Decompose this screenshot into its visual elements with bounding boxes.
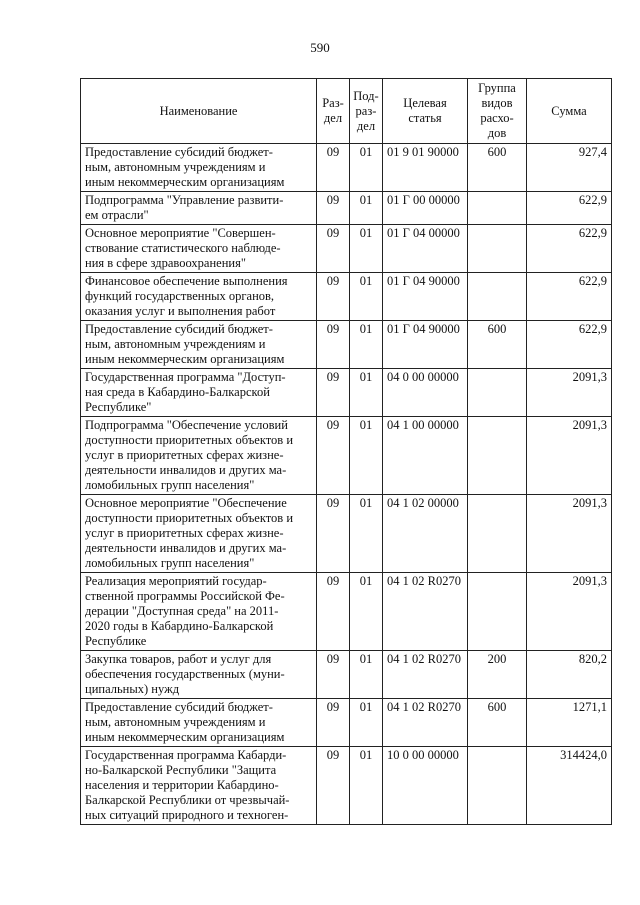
cell-article: 04 0 00 00000 [383,369,468,417]
cell-section: 09 [317,747,350,825]
cell-subsection: 01 [350,321,383,369]
cell-name [81,369,317,417]
cell-section: 09 [317,144,350,192]
cell-article: 01 Г 04 00000 [383,225,468,273]
cell-article: 01 Г 04 90000 [383,321,468,369]
cell-name [81,192,317,225]
cell-section: 09 [317,225,350,273]
cell-subsection: 01 [350,699,383,747]
cell-group [468,495,527,573]
cell-name-line: ципальных) нужд [85,682,180,696]
table-header [81,79,612,144]
cell-name-line: ным, автономным учреждениям и [85,337,266,351]
table-row [81,225,612,273]
header-group: Группа видов расхо- дов [468,79,527,144]
cell-amount: 2091,3 [527,369,612,417]
cell-name-line: Государственная программа "Доступ- [85,370,286,384]
table-row [81,273,612,321]
cell-amount: 2091,3 [527,417,612,495]
cell-name-line: Республике [85,634,147,648]
cell-section: 09 [317,192,350,225]
cell-subsection: 01 [350,369,383,417]
cell-name-line: доступности приоритетных объектов и [85,511,294,525]
cell-amount: 820,2 [527,651,612,699]
cell-amount: 622,9 [527,192,612,225]
cell-name-line: ния в сфере здравоохранения" [85,256,246,270]
cell-section: 09 [317,273,350,321]
cell-article: 04 1 02 R0270 [383,699,468,747]
cell-name-line: иным некоммерческим организациям [85,730,285,744]
cell-group [468,273,527,321]
cell-name-line: Финансовое обеспечение выполнения [85,274,288,288]
table-row [81,495,612,573]
cell-subsection: 01 [350,144,383,192]
table-row [81,573,612,651]
cell-name-line: Республике" [85,400,152,414]
cell-name-line: Балкарской Республики от чрезвычай- [85,793,290,807]
table-body [81,144,612,825]
cell-name-line: оказания услуг и выполнения работ [85,304,276,318]
cell-name-line: услуг в приоритетных сферах жизне- [85,526,284,540]
cell-amount: 1271,1 [527,699,612,747]
table-row [81,747,612,825]
header-amount: Сумма [527,79,612,144]
cell-name-line: деятельности инвалидов и других ма- [85,541,287,555]
cell-name [81,495,317,573]
cell-article: 10 0 00 00000 [383,747,468,825]
budget-table [80,78,612,825]
cell-name-line: функций государственных органов, [85,289,275,303]
cell-name-line: ломобильных групп населения" [85,478,255,492]
table-row [81,192,612,225]
cell-name-line: иным некоммерческим организациям [85,175,285,189]
cell-name-line: ломобильных групп населения" [85,556,255,570]
cell-name [81,273,317,321]
cell-name-line: ным, автономным учреждениям и [85,160,266,174]
cell-group: 200 [468,651,527,699]
cell-section: 09 [317,573,350,651]
cell-section: 09 [317,699,350,747]
cell-amount: 622,9 [527,321,612,369]
cell-amount: 2091,3 [527,573,612,651]
cell-name [81,699,317,747]
table-row [81,369,612,417]
cell-name-line: ем отрасли" [85,208,149,222]
header-name: Наименование [81,79,317,144]
cell-name-line: Подпрограмма "Управление развити- [85,193,284,207]
cell-group [468,369,527,417]
cell-name-line: 2020 годы в Кабардино-Балкарской [85,619,274,633]
cell-name [81,747,317,825]
cell-name-line: ным, автономным учреждениям и [85,715,266,729]
cell-group [468,747,527,825]
cell-name-line: доступности приоритетных объектов и [85,433,294,447]
cell-subsection: 01 [350,225,383,273]
cell-name-line: Основное мероприятие "Обеспечение [85,496,287,510]
cell-amount: 622,9 [527,225,612,273]
cell-name-line: Реализация мероприятий государ- [85,574,267,588]
cell-amount: 927,4 [527,144,612,192]
cell-name-line: услуг в приоритетных сферах жизне- [85,448,284,462]
cell-section: 09 [317,321,350,369]
table-row [81,699,612,747]
cell-amount: 622,9 [527,273,612,321]
cell-article: 04 1 02 R0270 [383,651,468,699]
cell-name-line: Подпрограмма "Обеспечение условий [85,418,288,432]
cell-section: 09 [317,651,350,699]
cell-group [468,573,527,651]
cell-name-line: Предоставление субсидий бюджет- [85,322,273,336]
cell-name-line: населения и территории Кабардино- [85,778,279,792]
cell-name [81,225,317,273]
table-row [81,144,612,192]
cell-name-line: но-Балкарской Республики "Защита [85,763,277,777]
cell-subsection: 01 [350,417,383,495]
cell-group [468,192,527,225]
cell-name-line: ных ситуаций природного и техноген- [85,808,289,822]
cell-amount: 314424,0 [527,747,612,825]
cell-name-line: дерации "Доступная среда" на 2011- [85,604,279,618]
cell-article: 04 1 02 00000 [383,495,468,573]
header-section: Раз- дел [317,79,350,144]
cell-subsection: 01 [350,192,383,225]
cell-section: 09 [317,417,350,495]
header-article: Целевая статья [383,79,468,144]
cell-name-line: деятельности инвалидов и других ма- [85,463,287,477]
cell-section: 09 [317,495,350,573]
cell-article: 01 Г 04 90000 [383,273,468,321]
cell-article: 01 9 01 90000 [383,144,468,192]
cell-group [468,225,527,273]
cell-name-line: Предоставление субсидий бюджет- [85,145,273,159]
cell-group [468,417,527,495]
cell-subsection: 01 [350,651,383,699]
cell-article: 04 1 02 R0270 [383,573,468,651]
cell-group: 600 [468,321,527,369]
cell-name-line: ствование статистического наблюде- [85,241,281,255]
cell-name [81,144,317,192]
cell-subsection: 01 [350,495,383,573]
cell-name-line: Закупка товаров, работ и услуг для [85,652,272,666]
cell-name-line: Основное мероприятие "Совершен- [85,226,276,240]
cell-name [81,573,317,651]
cell-name-line: ная среда в Кабардино-Балкарской [85,385,270,399]
cell-name-line: обеспечения государственных (муни- [85,667,285,681]
cell-article: 01 Г 00 00000 [383,192,468,225]
cell-name-line: Государственная программа Кабарди- [85,748,287,762]
table-row [81,321,612,369]
page-number: 590 [310,40,330,55]
cell-article: 04 1 00 00000 [383,417,468,495]
cell-name-line: Предоставление субсидий бюджет- [85,700,273,714]
cell-group: 600 [468,699,527,747]
cell-amount: 2091,3 [527,495,612,573]
cell-group: 600 [468,144,527,192]
cell-subsection: 01 [350,747,383,825]
cell-name [81,321,317,369]
cell-name-line: иным некоммерческим организациям [85,352,285,366]
cell-subsection: 01 [350,273,383,321]
cell-name [81,417,317,495]
table-row [81,651,612,699]
cell-subsection: 01 [350,573,383,651]
table-row [81,417,612,495]
cell-name-line: ственной программы Российской Фе- [85,589,285,603]
cell-section: 09 [317,369,350,417]
cell-name [81,651,317,699]
header-subsection: Под- раз- дел [350,79,383,144]
